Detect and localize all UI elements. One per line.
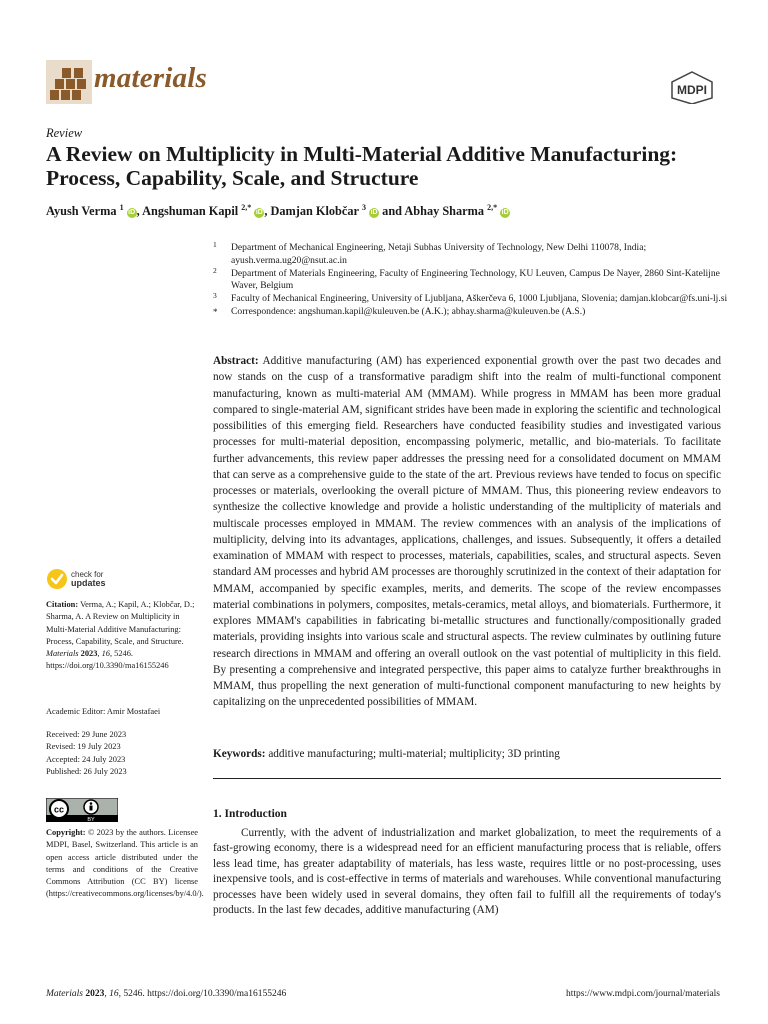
orcid-icon[interactable]: iD [501, 209, 509, 217]
footer-journal-link[interactable]: https://www.mdpi.com/journal/materials [566, 989, 720, 999]
citation-label: Citation: [46, 600, 79, 609]
academic-editor: Academic Editor: Amir Mostafaei [46, 707, 161, 716]
author-name[interactable]: Ayush Verma [46, 204, 117, 219]
date-revised: Revised: 19 July 2023 [46, 742, 121, 752]
check-updates-icon [46, 568, 68, 590]
copyright-label: Copyright: [46, 828, 86, 837]
cc-by-label: BY [87, 817, 95, 822]
abstract [213, 353, 721, 711]
author-name[interactable]: Angshuman Kapil [142, 204, 239, 219]
affiliation-number: 3 [213, 291, 217, 301]
section-divider [213, 778, 721, 779]
keywords [213, 748, 721, 760]
publication-dates [46, 729, 198, 778]
citation-year: 2023 [80, 649, 98, 659]
affiliation-text: Faculty of Mechanical Engineering, University of Ljubljana, Aškerčeva 6, 1000 Ljubljana, Slovenia; damjan.klobcar@fs.uni-lj.si [231, 293, 728, 305]
mdpi-logo-text: MDPI [677, 83, 707, 97]
author-list [46, 203, 510, 219]
correspondence [213, 306, 733, 319]
keywords-label: Keywords: [213, 748, 266, 760]
date-published: Published: 26 July 2023 [46, 766, 127, 776]
affiliation-text: Department of Mechanical Engineering, Netaji Subhas University of Technology, New Delhi 110078, India; ayush.verma.ug20@nsut.ac.in [231, 242, 647, 266]
footer-citation: Materials 2023, 16, 5246. https://doi.org/10.3390/ma16155246 [46, 989, 287, 999]
check-updates-label [71, 570, 106, 588]
affiliation-number: 2 [213, 265, 217, 275]
orcid-icon[interactable]: iD [370, 209, 378, 217]
author-separator: , [136, 204, 143, 219]
author-affil-ref: 1 [119, 203, 124, 212]
citation-volume: 16 [101, 649, 110, 659]
introduction-text: Currently, with the advent of industrialization and market globalization, to meet the requirements of a fast-growing economy, there is a widespread need for an efficient manufacturing process that is reliable, offers less lead time, has greater adaptability of materials, has less waste, requires little or no post-processing, uses inexpensive tools, and is cost-effective in terms of materials and warehouses. While conventional manufacturing processes have been widely used in several domains, they often fail to fulfill all the requirements of today's products. In the last few decades, additive manufacturing (AM) [213, 827, 721, 917]
footer-doi-link[interactable]: , 5246. https://doi.org/10.3390/ma16155246 [118, 989, 287, 999]
orcid-icon[interactable]: iD [128, 209, 136, 217]
footer-volume: 16 [109, 989, 119, 999]
cc-by-license-icon[interactable] [46, 798, 118, 822]
affiliation-item [213, 265, 733, 294]
citation-journal: Materials [46, 649, 79, 659]
date-received: Received: 29 June 2023 [46, 730, 127, 739]
check-for-updates-button[interactable] [46, 568, 156, 592]
correspondence-text: Correspondence: angshuman.kapil@kuleuven.be (A.K.); abhay.sharma@kuleuven.be (A.S.) [231, 305, 586, 317]
materials-logo-icon [46, 60, 92, 104]
author-affil-ref: 2,* [241, 203, 252, 212]
footer-journal: Materials [46, 989, 83, 999]
citation-doi-link[interactable]: , 5246. https://doi.org/10.3390/ma16155246 [46, 649, 169, 671]
date-accepted: Accepted: 24 July 2023 [46, 754, 126, 764]
abstract-text: Additive manufacturing (AM) has experienced exponential growth over the past two decades and now stands on the cusp of a transformative paradigm shift into the realm of multi-functional component manufacturing, known as multi-material AM (MMAM). While progress in MMAM has been more gradual compared to single-material AM, significant strides have been made in exploring the scientific and technological possibilities of this emerging field. Researchers have conducted feasibility studies and investigated various processes for multi-material deposition, encompassing polymeric, metallic, and bio-materials. To facilitate further advancements, this review paper addresses the pressing need for a consolidated document on MMAM that can serve as a comprehensive guide to the state of the art. Previous reviews have tended to focus on specific processes or materials, overlooking the overall picture of MMAM. Thus, this pioneering review endeavors to synthesize the collective knowledge and provide a holistic understanding of the multiplicity of materials and multiscale processes employed in MMAM. The review commences with an analysis of the implications of multiplicity, delving into its advantages, applications, challenges, and issues. Subsequently, it offers a detailed examination of MMAM with respect to processes, materials, capabilities, scales, and structural aspects. Seven standard AM processes and hybrid AM processes are thoroughly scrutinized in the context of their adaptation for MMAM, accompanied by specific examples, merits, and demerits. The scope of the review encompasses material combinations in polymers, composites, metals-ceramics, metal alloys, and biomaterials. Furthermore, it explores MMAM's capabilities in fabricating bi-metallic structures and functionally/compositionally graded materials, providing insights into various scale and structural aspects. The review culminates by outlining future research directions in MMAM and offering an overall outlook on the vast potential of multiplicity in this field. By presenting a comprehensive and integrated perspective, this paper aims to catalyze further breakthroughs in MMAM, thus propelling the next generation of multi-functional component manufacturing to new heights by capitalizing on the unprecedented possibilities of MMAM. [213, 355, 721, 709]
author-separator: and [379, 204, 405, 219]
check-updates-line1: check for [71, 570, 104, 579]
affiliations [213, 242, 733, 319]
author-separator: , [264, 204, 271, 219]
affiliation-text: Department of Materials Engineering, Faculty of Engineering Technology, KU Leuven, Campus De Nayer, 2860 Sint-Katelijne Waver, Belgium [231, 267, 720, 292]
section-heading-introduction: 1. Introduction [213, 808, 287, 820]
affiliation-item [213, 242, 733, 268]
copyright-text: © 2023 by the authors. Licensee MDPI, Basel, Switzerland. This article is an open access article distributed under the terms and conditions of the Creative Commons Attribution (CC BY) license (https://creativecommons.org/licenses/by/4.0/). [46, 828, 204, 899]
footer-year: 2023 [85, 989, 105, 999]
article-type: Review [46, 126, 83, 140]
journal-name: materials [94, 62, 207, 94]
orcid-icon[interactable]: iD [255, 209, 263, 217]
author-name[interactable]: Damjan Klobčar [270, 204, 359, 219]
check-updates-line2: updates [71, 578, 106, 588]
article-title: A Review on Multiplicity in Multi-Material Additive Manufacturing: Process, Capability, Scale, and Structure [46, 142, 678, 190]
affiliation-item [213, 293, 733, 306]
abstract-label: Abstract: [213, 355, 259, 367]
citation: Citation: Verma, A.; Kapil, A.; Klobčar, D.; Sharma, A. A Review on Multiplicity in Multi-Material Additive Manufacturing: Process, Capability, Scale, and Structure. Materials 2023, 16, 5246. https://doi.org/10.3390/ma16155246 [46, 600, 195, 671]
affiliation-number: 1 [213, 240, 217, 249]
correspondence-marker: * [213, 306, 218, 317]
author-affil-ref: 2,* [487, 203, 498, 212]
author-name[interactable]: Abhay Sharma [404, 204, 485, 219]
mdpi-logo-icon [666, 70, 718, 104]
citation-text: Verma, A.; Kapil, A.; Klobčar, D.; Sharma, A. A Review on Multiplicity in Multi-Material Additive Manufacturing: Process, Capability, Scale, and Structure. [46, 600, 195, 646]
author-affil-ref: 3 [362, 203, 367, 212]
copyright-notice [46, 827, 204, 901]
keywords-text: additive manufacturing; multi-material; multiplicity; 3D printing [268, 748, 560, 760]
svg-text:cc: cc [53, 804, 65, 815]
